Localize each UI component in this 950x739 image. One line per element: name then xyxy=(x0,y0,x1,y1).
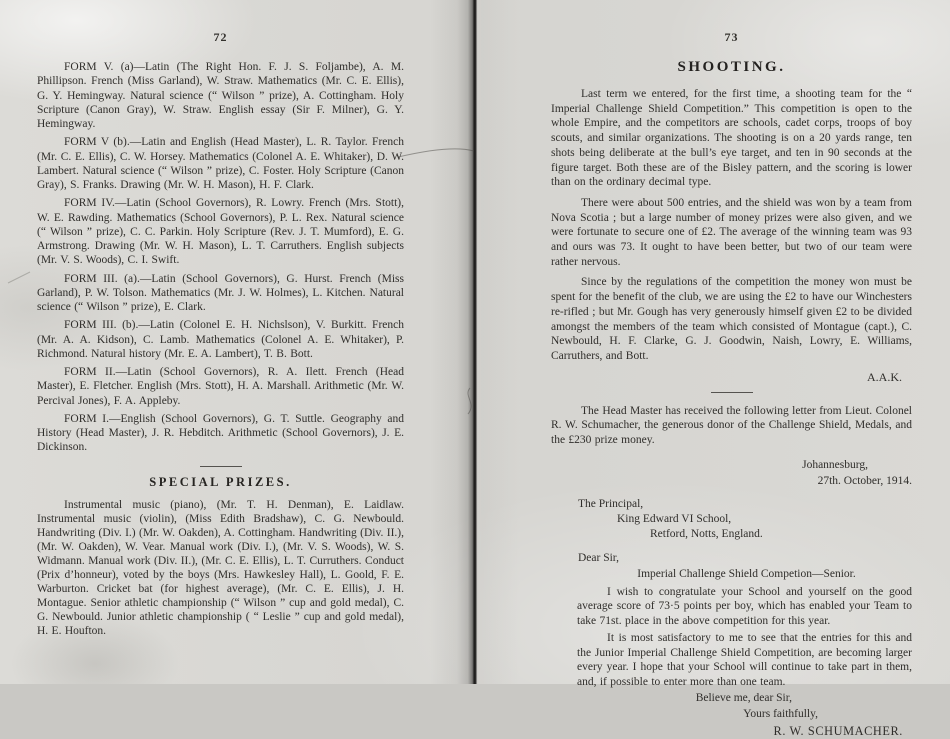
form-iv-paragraph: FORM IV.—Latin (School Governors), R. Lowry. French (Mrs. Stott), W. E. Rawding. Mathematics (School Governors), P. L. Rex. Natural science (“ Wilson ” prize), C. C. Parkin. Holy Scripture (Rev. J. T. Mumford), E. G. Armstrong. Drawing (Mr. W. H. Mason), L. T. Carruthers. English subjects (Mr. V. S. Woods), C. I. Swift. xyxy=(37,197,404,267)
shooting-paragraph: Last term we entered, for the first time, a shooting team for the “ Imperial Challenge Shield Competition.” This competition is open to the whole Empire, and the competitors are schools, cadet corps, troops of boy scouts, and similar organizations. The shooting is on a 20 yards range, ten shots being deliberate at the bull’s eye target, and ten in 90 seconds at the figure target. Both these are of the Bisley pattern, and the scoring is lower than on the ordinary decimal type. xyxy=(551,88,912,189)
shooting-paragraph: There were about 500 entries, and the shield was won by a team from Nova Scotia ; but a large number of money prizes were also given, and we were fortunate to secure one of £2. The average of the winning team was 93 and ours was 73. It ought to have been better, but two of our team were rather nervous. xyxy=(551,196,912,268)
letter-recipient-line: King Edward VI School, xyxy=(617,512,732,525)
form-v-a-paragraph: FORM V. (a)—Latin (The Right Hon. F. J. S. Foljambe), A. M. Phillipson. French (Miss Garland), W. Straw. Mathematics (Mr. C. E. Ellis), G. Y. Hemingway. Natural science (“ Wilson ” prize), A. Cottingham. Holy Scripture (Canon Gray), W. Straw. English essay (Sir F. Milner), G. Y. Hemingway. xyxy=(37,61,404,130)
letter-block xyxy=(551,458,912,739)
letter-closing-line: Yours faithfully, xyxy=(743,707,818,720)
form-iii-a-paragraph: FORM III. (a).—Latin (School Governors), G. Hurst. French (Miss Garland), P. W. Tolson. Mathematics (Mr. J. W. Holmes), L. Kitchen. Natural science (“ Wilson ” prize), E. Clark. xyxy=(37,272,404,313)
page-number-left: 72 xyxy=(213,30,228,44)
letter-subject: Imperial Challenge Shield Competion—Senior. xyxy=(637,568,856,581)
page-left xyxy=(37,0,404,638)
form-ii-paragraph: FORM II.—Latin (School Governors), R. A. Ilett. French (Head Master), E. Fletcher. English (Mrs. Stott), H. A. Marshall. Arithmetic (Mr. W. Percival Jones), F. A. Appleby. xyxy=(37,366,404,407)
section-divider-rule xyxy=(200,466,242,467)
letter-date: 27th. October, 1914. xyxy=(817,475,912,488)
shooting-heading: SHOOTING. xyxy=(677,59,786,75)
letter-body-paragraph: I wish to congratulate your School and yourself on the good average score of 73·5 points per boy, which has enabled your Team to take 71st. place in the above competition for this year. xyxy=(577,585,912,627)
letter-closing-line: Believe me, dear Sir, xyxy=(695,692,792,705)
letter-recipient-line: Retford, Notts, England. xyxy=(650,527,763,540)
letter-body-paragraph: It is most satisfactory to me to see that the entries for this and the Junior Imperial Challenge Shield Competition, are becoming larger every year. I hope that your School will continue to take part in them, and, if possible to enter more than one team. xyxy=(577,632,912,688)
letter-recipient xyxy=(551,497,912,542)
book-gutter-shadow xyxy=(430,0,520,684)
author-initials: A.A.K. xyxy=(867,369,902,384)
special-prizes-heading: SPECIAL PRIZES. xyxy=(149,474,292,489)
letter-recipient-line: The Principal, xyxy=(578,497,644,510)
letter-salutation: Dear Sir, xyxy=(578,551,620,564)
letter-intro-paragraph: The Head Master has received the following letter from Lieut. Colonel R. W. Schumacher, the generous donor of the Challenge Shield, Medals, and the £230 prize money. xyxy=(551,404,912,447)
shooting-paragraph: Since by the regulations of the competition the money won must be spent for the benefit of the club, we are using the £2 to have our Winchesters re-rifled ; but Mr. Gough has very generously himself given £2 to be divided amongst the members of the team which consisted of Montague (capt.), C. Newbould, H. F. Clarke, G. J. Goodwin, Naish, Lowry, E. Williams, Carruthers, and Bott. xyxy=(551,276,912,362)
special-prizes-paragraph: Instrumental music (piano), (Mr. T. H. Denman), E. Laidlaw. Instrumental music (violin), (Miss Edith Bradshaw), C. G. Newbould. Handwriting (Div. I.) (Mr. W. Oakden), A. Cottingham. Handwriting (Div. II.), (Mr. W. Oakden), W. Vear. Manual work (Div. I.), (Mr. V. S. Woods), W. S. Widmann. Manual work (Div. II.), (Mr. C. E. Ellis), L. T. Curruthers. Conduct (Prix d’honneur), voted by the boys (Mrs. Hawkesley Hall), L. Goold, F. E. Warburton. Cricket bat (for highest average), (Mr. C. E. Ellis), J. H. Montague. Senior athletic championship (“ Wilson ” cup and gold medal), C. G. Newbould. Junior athletic championship ( “ Leslie ” cup and gold medal), H. E. Houfton. xyxy=(37,498,404,638)
form-v-b-paragraph: FORM V (b).—Latin and English (Head Master), L. R. Taylor. French (Mr. C. E. Ellis), C. W. Horsey. Mathematics (Colonel A. E. Whitaker), D. W. Lambert. Natural science (“ Wilson ” prize), C. Foster. Holy Scripture (Canon Gray), S. Franks. Drawing (Mr. W. H. Mason), H. F. Clark. xyxy=(37,136,404,191)
section-divider-rule xyxy=(711,392,753,393)
letter-signature: R. W. SCHUMACHER. xyxy=(773,724,903,739)
page-number-right: 73 xyxy=(724,30,739,44)
page-right xyxy=(551,0,912,739)
form-iii-b-paragraph: FORM III. (b).—Latin (Colonel E. H. Nichslson), V. Burkitt. French (Mr. A. A. Kidson), C. Lamb. Mathematics (Colonel A. E. Whitaker), P. Richmond. Natural history (Mr. E. A. Lambert), T. B. Bott. xyxy=(37,319,404,360)
form-i-paragraph: FORM I.—English (School Governors), G. T. Suttle. Geography and History (Head Master), J. R. Hebditch. Arithmetic (School Governors), J. E. Dickinson. xyxy=(37,412,404,454)
letter-place: Johannesburg, xyxy=(802,458,868,471)
